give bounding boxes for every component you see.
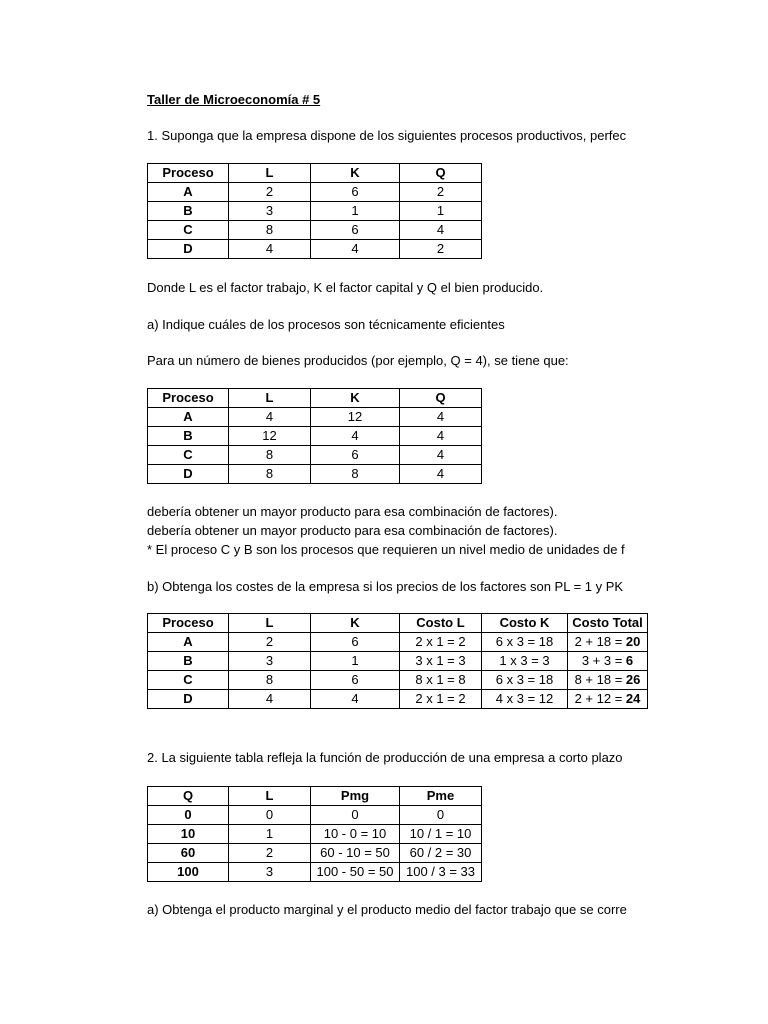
question-2a-text: a) Obtenga el producto marginal y el producto medio del factor trabajo que se corre — [147, 902, 627, 917]
table-cell: 100 - 50 = 50 — [311, 863, 400, 882]
table-cell — [568, 652, 648, 671]
header-cell: L — [229, 787, 311, 806]
table-row — [148, 202, 482, 221]
table-cell: 1 — [400, 202, 482, 221]
table-row — [148, 465, 482, 484]
table-cell: C — [148, 446, 229, 465]
table-cell: 2 — [400, 183, 482, 202]
table-row — [148, 844, 482, 863]
header-cell: Proceso — [148, 389, 229, 408]
definition-text: Donde L es el factor trabajo, K el factor capital y Q el bien producido. — [147, 280, 544, 295]
header-cell: L — [229, 164, 311, 183]
table-cell: 2 — [400, 240, 482, 259]
table-cell: B — [148, 652, 229, 671]
table-cell: 2 x 1 = 2 — [400, 690, 482, 709]
table-row — [148, 183, 482, 202]
header-cell: Proceso — [148, 614, 229, 633]
table-cell: 6 — [311, 221, 400, 240]
table-cell: 100 — [148, 863, 229, 882]
header-cell: Q — [400, 164, 482, 183]
table-production — [147, 786, 482, 882]
table-cell: 0 — [148, 806, 229, 825]
table-row — [148, 825, 482, 844]
table-cell: D — [148, 240, 229, 259]
table-cell: 6 x 3 = 18 — [482, 671, 568, 690]
table-cell: 4 — [400, 427, 482, 446]
question-1-text: 1. Suponga que la empresa dispone de los siguientes procesos productivos, perfec — [147, 128, 627, 143]
table-row — [148, 221, 482, 240]
table-row — [148, 408, 482, 427]
table-cell: A — [148, 408, 229, 427]
note-line-3: * El proceso C y B son los procesos que requieren un nivel medio de unidades de f — [147, 542, 625, 557]
table-header-row — [148, 787, 482, 806]
header-cell: Costo K — [482, 614, 568, 633]
table-cell: 6 — [311, 183, 400, 202]
table-cell: 4 — [229, 240, 311, 259]
total-value: 24 — [625, 691, 641, 706]
table-cell: 4 — [229, 408, 311, 427]
table-cell: 1 x 3 = 3 — [482, 652, 568, 671]
header-cell: Q — [400, 389, 482, 408]
question-2-text: 2. La siguiente tabla refleja la función de producción de una empresa a corto plazo — [147, 750, 623, 765]
total-expression: 3 + 3 = — [581, 653, 626, 668]
total-expression: 2 + 12 = — [574, 691, 626, 706]
total-value: 26 — [625, 672, 641, 687]
table-cell: C — [148, 221, 229, 240]
header-cell: Q — [148, 787, 229, 806]
table-cell: 1 — [229, 825, 311, 844]
table-cell: 4 — [400, 465, 482, 484]
table-cell: 3 x 1 = 3 — [400, 652, 482, 671]
total-expression: 8 + 18 = — [574, 672, 626, 687]
table-row — [148, 671, 648, 690]
table-cell: A — [148, 183, 229, 202]
table-cell: 3 — [229, 652, 311, 671]
table-cell: 2 — [229, 183, 311, 202]
total-value: 20 — [625, 634, 641, 649]
table-cell: 0 — [400, 806, 482, 825]
question-b-text: b) Obtenga los costes de la empresa si los precios de los factores son PL = 1 y PK — [147, 579, 624, 594]
table-cell: 6 — [311, 446, 400, 465]
table-cell: 8 — [311, 465, 400, 484]
table-cell: C — [148, 671, 229, 690]
question-a-text: a) Indique cuáles de los procesos son técnicamente eficientes — [147, 317, 505, 332]
table-cell: 8 — [229, 671, 311, 690]
table-cell: 6 — [311, 671, 400, 690]
table-cell: 100 / 3 = 33 — [400, 863, 482, 882]
table-cell: 4 — [311, 427, 400, 446]
table-cell: 4 x 3 = 12 — [482, 690, 568, 709]
table-cell: 60 / 2 = 30 — [400, 844, 482, 863]
table-cell: 0 — [311, 806, 400, 825]
table-cell: 10 — [148, 825, 229, 844]
header-cell: L — [229, 389, 311, 408]
table-row — [148, 652, 648, 671]
header-cell: Costo L — [400, 614, 482, 633]
table-cell: 4 — [311, 690, 400, 709]
table-cell: 4 — [311, 240, 400, 259]
table-processes — [147, 163, 482, 259]
table-cell: 12 — [229, 427, 311, 446]
table-cell: 60 — [148, 844, 229, 863]
header-cell: Costo Total — [568, 614, 648, 633]
document-title: Taller de Microeconomía # 5 — [147, 92, 321, 107]
table-costs — [147, 613, 648, 709]
table-row — [148, 863, 482, 882]
table-row — [148, 690, 648, 709]
header-cell: Proceso — [148, 164, 229, 183]
table-cell: 4 — [229, 690, 311, 709]
table-cell: 10 / 1 = 10 — [400, 825, 482, 844]
table-cell: 12 — [311, 408, 400, 427]
table-row — [148, 806, 482, 825]
header-cell: K — [311, 614, 400, 633]
table-header-row — [148, 164, 482, 183]
table-cell: 1 — [311, 652, 400, 671]
table-cell: 4 — [400, 446, 482, 465]
table-cell: D — [148, 465, 229, 484]
table-cell: 60 - 10 = 50 — [311, 844, 400, 863]
table-cell: 8 — [229, 221, 311, 240]
table-cell: 3 — [229, 202, 311, 221]
table-cell: A — [148, 633, 229, 652]
note-line-2: debería obtener un mayor producto para esa combinación de factores). — [147, 523, 558, 538]
table-processes-q4 — [147, 388, 482, 484]
table-cell: 1 — [311, 202, 400, 221]
table-header-row — [148, 389, 482, 408]
table-cell: 8 — [229, 446, 311, 465]
table-cell: 8 x 1 = 8 — [400, 671, 482, 690]
table-cell: 4 — [400, 408, 482, 427]
table-cell: B — [148, 427, 229, 446]
table-cell: 3 — [229, 863, 311, 882]
table-cell: 4 — [400, 221, 482, 240]
header-cell: Pmg — [311, 787, 400, 806]
header-cell: K — [311, 164, 400, 183]
table-header-row — [148, 614, 648, 633]
table-cell — [568, 690, 648, 709]
header-cell: Pme — [400, 787, 482, 806]
total-expression: 2 + 18 = — [574, 634, 626, 649]
table-row — [148, 240, 482, 259]
header-cell: K — [311, 389, 400, 408]
paragraph-text: Para un número de bienes producidos (por ejemplo, Q = 4), se tiene que: — [147, 353, 569, 368]
table-cell: 2 x 1 = 2 — [400, 633, 482, 652]
note-line-1: debería obtener un mayor producto para esa combinación de factores). — [147, 504, 558, 519]
table-row — [148, 427, 482, 446]
table-cell: 6 x 3 = 18 — [482, 633, 568, 652]
table-cell: 10 - 0 = 10 — [311, 825, 400, 844]
table-cell — [568, 633, 648, 652]
table-cell: 2 — [229, 844, 311, 863]
table-cell: D — [148, 690, 229, 709]
table-cell: 8 — [229, 465, 311, 484]
table-row — [148, 633, 648, 652]
table-cell: 2 — [229, 633, 311, 652]
table-cell: B — [148, 202, 229, 221]
table-row — [148, 446, 482, 465]
total-value: 6 — [625, 653, 634, 668]
table-cell: 0 — [229, 806, 311, 825]
table-cell: 6 — [311, 633, 400, 652]
table-cell — [568, 671, 648, 690]
header-cell: L — [229, 614, 311, 633]
